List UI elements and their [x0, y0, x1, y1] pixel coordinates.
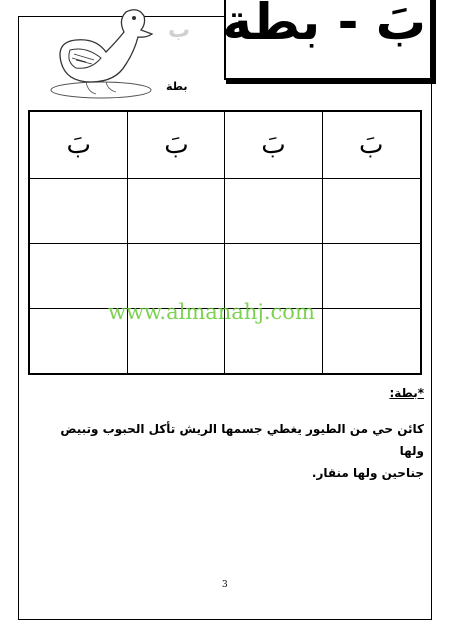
watermark: www.almanahj.com	[108, 300, 315, 324]
faint-letter: ب	[168, 18, 191, 43]
grid-header-cell: بَ	[225, 111, 322, 179]
grid-cell[interactable]	[322, 244, 421, 309]
definition-label: *بطة:	[389, 386, 424, 400]
grid-header-cell: بَ	[322, 111, 421, 179]
grid-cell[interactable]	[29, 179, 128, 244]
duck-illustration	[46, 2, 156, 102]
definition-text	[32, 418, 424, 484]
page-number: 3	[222, 580, 228, 590]
grid-cell[interactable]	[225, 179, 322, 244]
definition-line: كائن حي من الطيور يغطي جسمها الريش تأكل الحبوب وتبيض ولها	[60, 422, 424, 458]
grid-cell[interactable]	[128, 244, 225, 309]
grid-header-cell: بَ	[29, 111, 128, 179]
grid-cell[interactable]	[128, 179, 225, 244]
grid-row	[29, 179, 421, 244]
definition-line: جناحين ولها منقار.	[311, 466, 424, 480]
grid-header-row	[29, 111, 421, 179]
page-title: بَ - بطة	[222, 0, 426, 51]
writing-grid	[28, 110, 422, 375]
grid-row	[29, 244, 421, 309]
grid-cell[interactable]	[29, 244, 128, 309]
grid-cell[interactable]	[322, 309, 421, 375]
duck-caption: بطة	[166, 80, 188, 93]
grid-cell[interactable]	[225, 244, 322, 309]
grid-cell[interactable]	[322, 179, 421, 244]
grid-header-cell: بَ	[128, 111, 225, 179]
